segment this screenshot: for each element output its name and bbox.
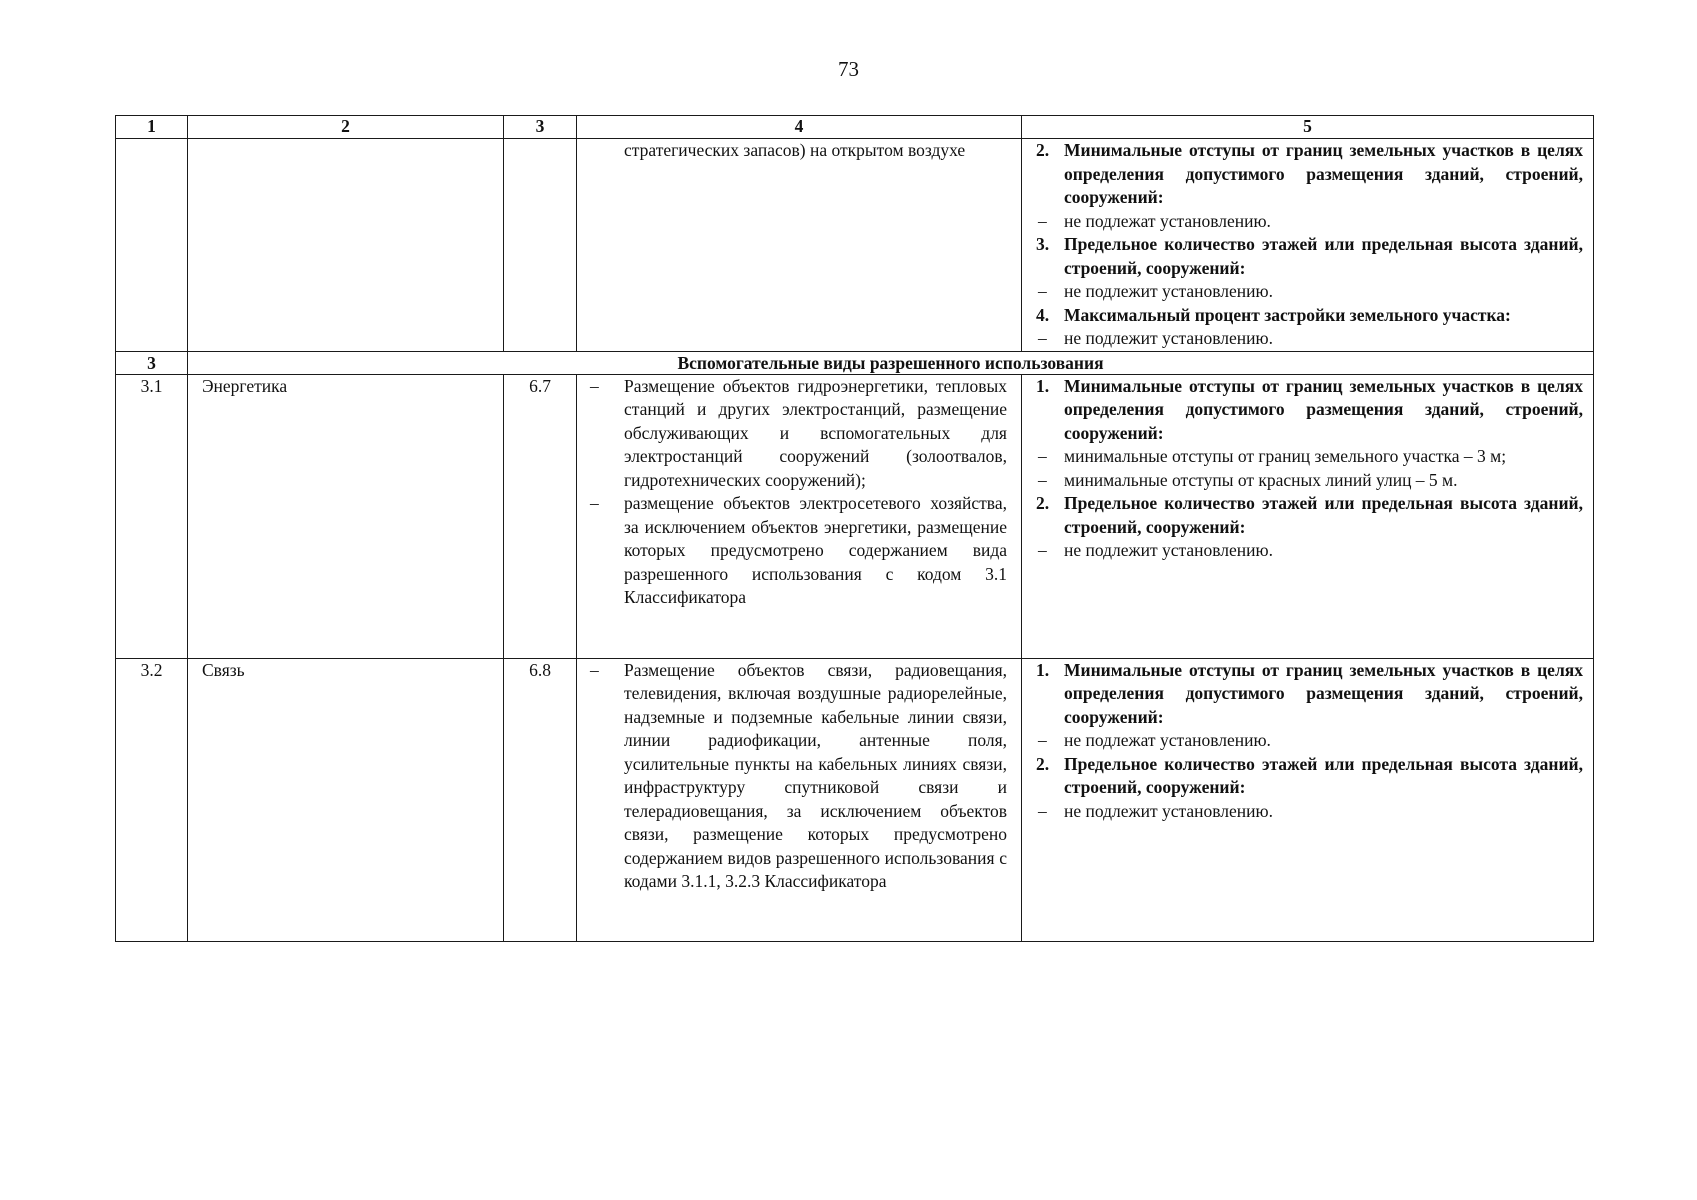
description-item [586, 492, 1007, 610]
param-item [1034, 233, 1583, 280]
param-value-text: не подлежат установлению. [1064, 210, 1271, 231]
row-number: 3.1 [116, 374, 188, 658]
dash-marker: – [1038, 730, 1047, 750]
section-number: 3 [116, 351, 188, 374]
description-text: Размещение объектов гидроэнергетики, тепловых станций и других электростанций, размещение обслуживающих и вспомогательных для электростанций сооружений (золоотвалов, гидротехнических сооружений); [624, 375, 1007, 490]
param-number: 1. [1036, 375, 1050, 396]
param-value [1034, 280, 1583, 304]
param-number: 2. [1036, 753, 1050, 774]
section-row [116, 351, 1594, 374]
continued-row [116, 139, 1594, 352]
description-item [586, 375, 1007, 493]
param-number: 4. [1036, 304, 1050, 325]
dash-marker: – [1038, 281, 1047, 301]
dash-marker: – [1038, 328, 1047, 348]
param-number: 3. [1036, 234, 1050, 254]
param-value-text: минимальные отступы от границ земельного участка – 3 м; [1064, 446, 1507, 466]
header-col-4: 4 [577, 116, 1022, 139]
param-text: Минимальные отступы от границ земельных участков в целях определения допустимого размещения зданий, строений, сооружений: [1064, 375, 1583, 443]
param-item [1034, 375, 1583, 446]
row-parameters [1022, 374, 1594, 658]
dash-marker: – [590, 493, 599, 513]
dash-marker: – [1038, 540, 1047, 560]
column-number-header [116, 116, 1594, 139]
dash-marker: – [590, 375, 599, 396]
row-code: 6.8 [504, 658, 577, 941]
dash-marker: – [1038, 210, 1047, 231]
param-value [1034, 469, 1583, 493]
param-text: Предельное количество этажей или предельная высота зданий, строений, сооружений: [1064, 234, 1583, 278]
header-col-2: 2 [188, 116, 504, 139]
row-parameters [1022, 658, 1594, 941]
section-title: Вспомогательные виды разрешенного использования [677, 352, 1104, 373]
param-item [1034, 139, 1583, 210]
section-title-cell [188, 351, 1594, 374]
param-text: Минимальные отступы от границ земельных участков в целях определения допустимого размещения зданий, строений, сооружений: [1064, 140, 1583, 207]
header-col-5: 5 [1022, 116, 1594, 139]
continued-cell-4 [577, 139, 1022, 352]
row-name: Связь [188, 658, 504, 941]
param-value-text: минимальные отступы от красных линий улиц – 5 м. [1064, 469, 1458, 490]
param-value-text: не подлежит установлению. [1064, 540, 1273, 560]
param-text: Предельное количество этажей или предельная высота зданий, строений, сооружений: [1064, 753, 1583, 797]
land-use-table [115, 115, 1594, 942]
table-row [116, 658, 1594, 941]
row-number: 3.2 [116, 658, 188, 941]
row-name: Энергетика [188, 374, 504, 658]
param-value-text: не подлежит установлению. [1064, 281, 1273, 301]
param-value [1034, 445, 1583, 469]
param-number: 2. [1036, 493, 1050, 513]
param-value [1034, 210, 1583, 234]
param-number: 2. [1036, 140, 1050, 160]
param-value-text: не подлежит установлению. [1064, 328, 1273, 348]
param-item [1034, 492, 1583, 539]
dash-marker: – [1038, 469, 1047, 490]
description-item [586, 659, 1007, 894]
row-description [577, 374, 1022, 658]
header-col-1: 1 [116, 116, 188, 139]
continued-cell-2 [188, 139, 504, 352]
param-text: Максимальный процент застройки земельного участка: [1064, 304, 1511, 325]
description-text: размещение объектов электросетевого хозяйства, за исключением объектов энергетики, размещение которых предусмотрено содержанием вида разрешенного использования с кодом 3.1 Классификатора [624, 493, 1007, 607]
dash-marker: – [1038, 446, 1047, 466]
param-value [1034, 327, 1583, 351]
description-text: Размещение объектов связи, радиовещания, телевидения, включая воздушные радиорелейные, надземные и подземные кабельные линии связи, линии радиофикации, антенные поля, усилительные пункты на кабельных линиях связи, инфраструктуру спутниковой связи и телерадиовещания, за исключением объектов связи, размещение которых предусмотрено содержанием видов разрешенного использования с кодами 3.1.1, 3.2.3 Классификатора [624, 659, 1007, 891]
continued-cell-5 [1022, 139, 1594, 352]
param-number: 1. [1036, 659, 1050, 680]
continued-cell-3 [504, 139, 577, 352]
continued-description: стратегических запасов) на открытом воздухе [624, 140, 966, 160]
param-value-text: не подлежит установлению. [1064, 800, 1273, 821]
param-item [1034, 659, 1583, 730]
param-item [1034, 753, 1583, 800]
row-code: 6.7 [504, 374, 577, 658]
table-row [116, 374, 1594, 658]
dash-marker: – [590, 659, 599, 680]
continued-cell-1 [116, 139, 188, 352]
header-col-3: 3 [504, 116, 577, 139]
param-item [1034, 304, 1583, 328]
param-text: Минимальные отступы от границ земельных участков в целях определения допустимого размещения зданий, строений, сооружений: [1064, 659, 1583, 727]
param-value [1034, 800, 1583, 824]
param-value-text: не подлежат установлению. [1064, 730, 1271, 750]
param-value [1034, 729, 1583, 753]
param-text: Предельное количество этажей или предельная высота зданий, строений, сооружений: [1064, 493, 1583, 537]
page-number: 73 [838, 57, 859, 81]
dash-marker: – [1038, 800, 1047, 821]
row-description [577, 658, 1022, 941]
param-value [1034, 539, 1583, 563]
